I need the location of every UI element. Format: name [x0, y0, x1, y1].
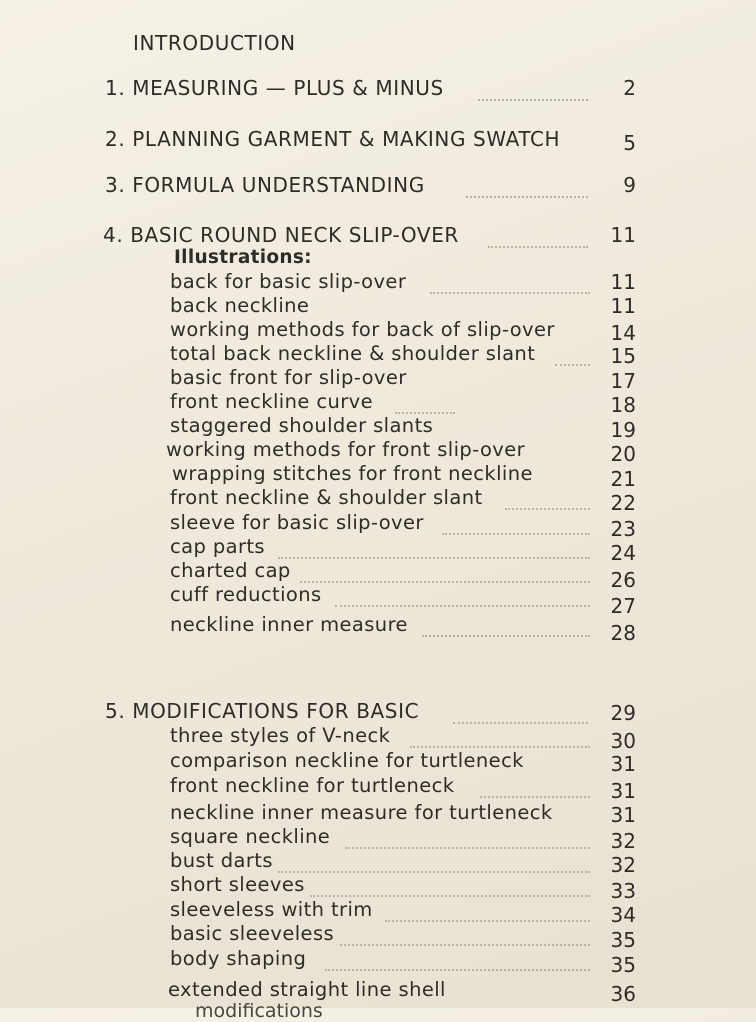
- dot-leader: [325, 967, 590, 971]
- page-number: 2: [623, 76, 636, 100]
- page-number: 14: [610, 321, 636, 345]
- item-label: total back neckline & shoulder slant: [170, 342, 536, 365]
- item-label: neckline inner measure for turtleneck: [170, 801, 553, 824]
- page-number: 33: [610, 879, 636, 903]
- item-label: working methods for front slip-over: [166, 438, 526, 461]
- page-number: 19: [610, 418, 636, 442]
- item-label: comparison neckline for turtleneck: [170, 749, 524, 772]
- page-number: 23: [610, 517, 636, 541]
- page-number: 26: [610, 568, 636, 592]
- page-number: 17: [610, 369, 636, 393]
- page-number: 31: [610, 803, 636, 827]
- dot-leader: [480, 794, 590, 798]
- page-number: 11: [610, 223, 636, 247]
- page-number: 35: [610, 953, 636, 977]
- page-number: 11: [610, 270, 636, 294]
- page-number: 21: [610, 467, 636, 491]
- page-number: 22: [610, 491, 636, 515]
- page-number: 24: [610, 541, 636, 565]
- item-label: neckline inner measure: [170, 613, 408, 636]
- item-label: extended straight line shell: [168, 978, 446, 1001]
- page-number: 31: [610, 752, 636, 776]
- page-number: 32: [610, 853, 636, 877]
- item-label: sleeveless with trim: [170, 898, 373, 921]
- dot-leader: [310, 893, 590, 897]
- item-label: basic sleeveless: [170, 922, 335, 945]
- page-number: 34: [610, 903, 636, 927]
- item-label: working methods for back of slip-over: [170, 318, 555, 341]
- page-number: 11: [610, 294, 636, 318]
- dot-leader: [453, 720, 588, 724]
- chapter-label: 4. BASIC ROUND NECK SLIP-OVER: [103, 223, 459, 247]
- item-label: front neckline for turtleneck: [170, 774, 455, 797]
- item-label: back neckline: [170, 294, 310, 317]
- item-label: three styles of V-neck: [170, 724, 391, 747]
- dot-leader: [422, 633, 590, 637]
- item-label: square neckline: [170, 825, 331, 848]
- item-label: cuff reductions: [170, 583, 322, 606]
- item-label: charted cap: [170, 559, 291, 582]
- item-label: sleeve for basic slip-over: [170, 511, 424, 534]
- item-label: body shaping: [170, 947, 307, 970]
- page-number: 28: [610, 621, 636, 645]
- item-label: basic front for slip-over: [170, 366, 407, 389]
- dot-leader: [505, 506, 590, 510]
- item-label: staggered shoulder slants: [170, 414, 434, 437]
- page-number: 9: [623, 173, 636, 197]
- page-number: 20: [610, 442, 636, 466]
- dot-leader: [340, 942, 590, 946]
- dot-leader: [335, 603, 590, 607]
- item-label: wrapping stitches for front neckline: [172, 462, 533, 485]
- cutoff-text: modifications: [195, 1000, 323, 1022]
- item-label: back for basic slip-over: [170, 270, 407, 293]
- page-number: 35: [610, 928, 636, 952]
- dot-leader: [555, 362, 590, 366]
- item-label: bust darts: [170, 849, 273, 872]
- dot-leader: [345, 845, 590, 849]
- page-number: 15: [610, 344, 636, 368]
- dot-leader: [410, 744, 590, 748]
- dot-leader: [385, 918, 590, 922]
- dot-leader: [488, 244, 588, 248]
- page-number: 32: [610, 829, 636, 853]
- dot-leader: [466, 194, 588, 198]
- page-number: 29: [610, 701, 636, 725]
- page-number: 36: [610, 982, 636, 1006]
- dot-leader: [430, 290, 590, 294]
- page-number: 5: [623, 131, 636, 155]
- page-number: 18: [610, 393, 636, 417]
- illustrations-heading: Illustrations:: [174, 247, 312, 268]
- chapter-label: 3. FORMULA UNDERSTANDING: [105, 173, 425, 197]
- dot-leader: [300, 579, 590, 583]
- chapter-label: 2. PLANNING GARMENT & MAKING SWATCH: [105, 127, 561, 151]
- page-number: 27: [610, 594, 636, 618]
- chapter-label: 1. MEASURING — PLUS & MINUS: [105, 76, 444, 100]
- chapter-label: 5. MODIFICATIONS FOR BASIC: [105, 699, 420, 723]
- dot-leader: [442, 531, 590, 535]
- page-number: 30: [610, 729, 636, 753]
- dot-leader: [278, 555, 590, 559]
- item-label: short sleeves: [170, 873, 305, 896]
- item-label: front neckline curve: [170, 390, 373, 413]
- page-number: 31: [610, 779, 636, 803]
- item-label: cap parts: [170, 535, 265, 558]
- introduction-heading: INTRODUCTION: [133, 31, 296, 55]
- item-label: front neckline & shoulder slant: [170, 486, 483, 509]
- dot-leader: [478, 97, 588, 101]
- dot-leader: [278, 869, 590, 873]
